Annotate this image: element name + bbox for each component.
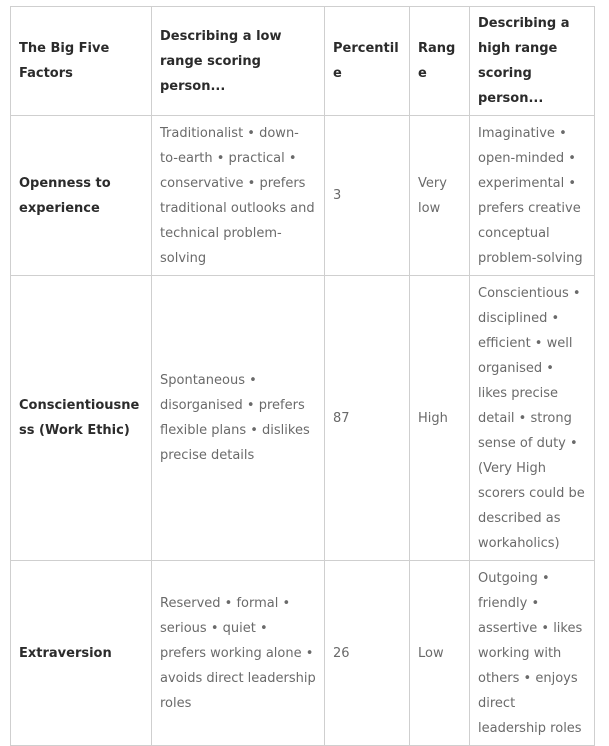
percentile-cell: 87 xyxy=(325,276,410,561)
header-percentile: Percentile xyxy=(325,7,410,116)
percentile-cell: 26 xyxy=(325,561,410,746)
low-description-cell: Spontaneous • disorganised • prefers flexible plans • dislikes precise details xyxy=(152,276,325,561)
low-description-cell: Traditionalist • down-to-earth • practical • conservative • prefers traditional outlooks and technical problem-solving xyxy=(152,116,325,276)
big-five-table xyxy=(10,6,595,746)
range-cell: Very low xyxy=(410,116,470,276)
high-description-cell: Imaginative • open-minded • experimental • prefers creative conceptual problem-solving xyxy=(470,116,595,276)
table-row-extraversion xyxy=(11,561,595,746)
table-header-row xyxy=(11,7,595,116)
header-low-description: Describing a low range scoring person... xyxy=(152,7,325,116)
range-cell: High xyxy=(410,276,470,561)
factor-cell: Openness to experience xyxy=(11,116,152,276)
table-row-conscientiousness xyxy=(11,276,595,561)
table-row-openness xyxy=(11,116,595,276)
factor-cell: Conscientiousness (Work Ethic) xyxy=(11,276,152,561)
high-description-cell: Outgoing • friendly • assertive • likes working with others • enjoys direct leadership roles xyxy=(470,561,595,746)
percentile-cell: 3 xyxy=(325,116,410,276)
header-factor: The Big Five Factors xyxy=(11,7,152,116)
header-range: Range xyxy=(410,7,470,116)
range-cell: Low xyxy=(410,561,470,746)
header-high-description: Describing a high range scoring person... xyxy=(470,7,595,116)
factor-cell: Extraversion xyxy=(11,561,152,746)
low-description-cell: Reserved • formal • serious • quiet • prefers working alone • avoids direct leadership roles xyxy=(152,561,325,746)
high-description-cell: Conscientious • disciplined • efficient • well organised • likes precise detail • strong sense of duty • (Very High scorers could be described as workaholics) xyxy=(470,276,595,561)
